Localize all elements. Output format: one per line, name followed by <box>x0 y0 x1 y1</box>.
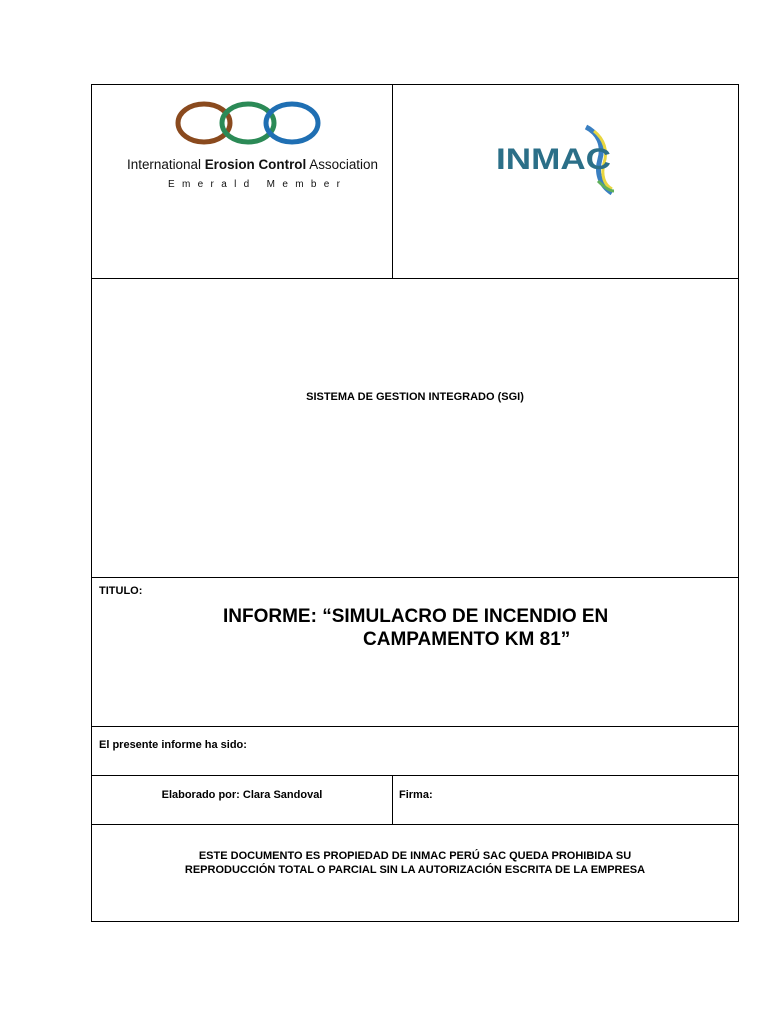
divider <box>392 85 393 279</box>
document-frame <box>91 84 739 922</box>
property-notice-line1: ESTE DOCUMENTO ES PROPIEDAD DE INMAC PERÚ SAC QUEDA PROHIBIDA SU <box>198 850 632 862</box>
property-notice-line2: REPRODUCCIÓN TOTAL O PARCIAL SIN LA AUTORIZACIÓN ESCRITA DE LA EMPRESA <box>184 864 646 876</box>
divider <box>92 775 738 776</box>
system-title: SISTEMA DE GESTION INTEGRADO (SGI) <box>306 391 524 403</box>
ieca-name-part2: Erosion Control <box>204 157 307 172</box>
firma-label: Firma: <box>399 789 433 801</box>
divider <box>92 824 738 825</box>
presente-label: El presente informe ha sido: <box>99 739 247 751</box>
inmac-logo <box>494 123 624 203</box>
report-title-line1: INFORME: “SIMULACRO DE INCENDIO EN <box>223 606 609 627</box>
svg-text:International Erosion <box>127 157 378 172</box>
divider <box>92 278 738 279</box>
ieca-name-part3: Association <box>309 157 379 172</box>
ieca-emerald-member: E m e r a l d M e m b e r <box>168 179 340 190</box>
property-notice <box>92 849 738 877</box>
titulo-label: TITULO: <box>99 585 143 597</box>
elaborado-por: Elaborado por: Clara Sandoval <box>161 789 323 801</box>
divider <box>92 577 738 578</box>
ieca-logo <box>126 99 386 209</box>
divider <box>92 726 738 727</box>
ieca-name-part1: International <box>127 157 202 172</box>
divider <box>392 776 393 825</box>
inmac-wordmark: INMAC <box>496 143 611 176</box>
report-title-line2: CAMPAMENTO KM 81” <box>363 629 571 650</box>
